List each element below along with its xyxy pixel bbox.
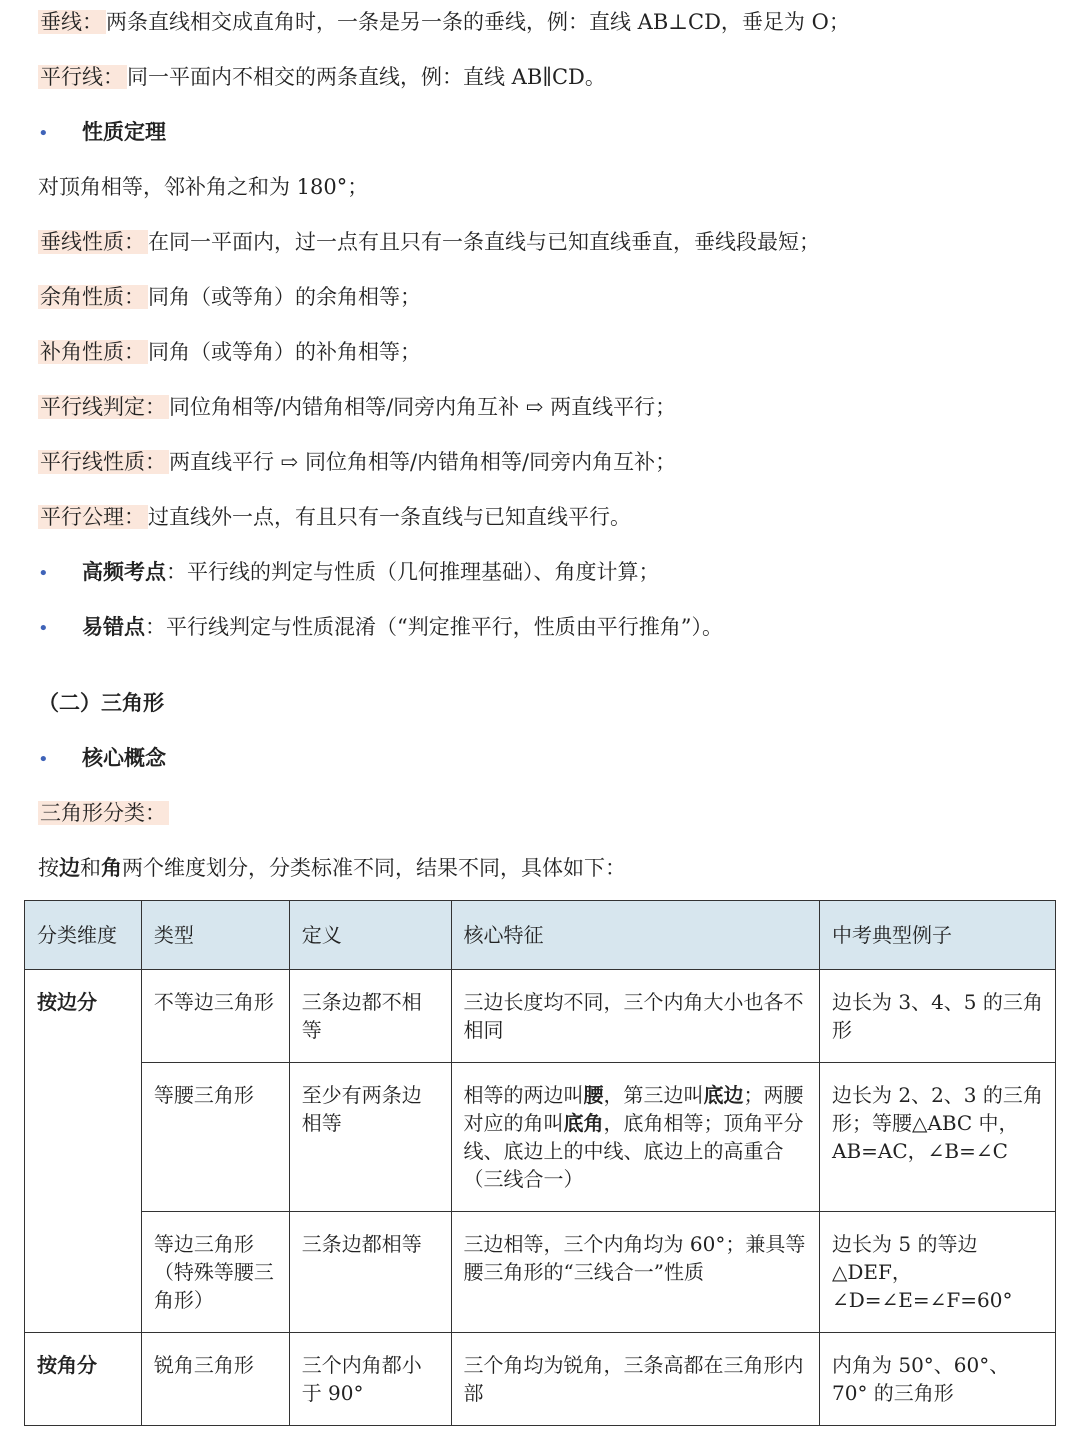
term-text: 在同一平面内，过一点有且只有一条直线与已知直线垂直，垂线段最短； [148, 230, 820, 254]
classification-label: 三角形分类： [38, 797, 169, 829]
section-title-triangle: （二）三角形 [38, 690, 164, 715]
header-cell: 分类维度 [25, 901, 142, 970]
type-cell: 等边三角形（特殊等腰三角形） [141, 1212, 289, 1333]
table-row [25, 1063, 1056, 1212]
table-row [25, 970, 1056, 1063]
dimension-cell [25, 1212, 142, 1333]
term-text: 同角（或等角）的余角相等； [148, 285, 421, 309]
example-cell: 边长为 3、4、5 的三角形 [820, 970, 1056, 1063]
term-label: 平行线： [38, 65, 127, 89]
definition-cell: 至少有两条边相等 [289, 1063, 451, 1212]
term-text: 同位角相等/内错角相等/同旁内角互补 ⇨ 两直线平行； [169, 395, 677, 419]
example-cell: 内角为 50°、60°、70° 的三角形 [820, 1333, 1056, 1426]
header-cell: 类型 [141, 901, 289, 970]
term-text: 过直线外一点，有且只有一条直线与已知直线平行。 [148, 505, 631, 529]
feature-cell: 三边长度均不同，三个内角大小也各不相同 [451, 970, 819, 1063]
dimension-cell: 按角分 [25, 1333, 142, 1426]
type-cell: 不等边三角形 [141, 970, 289, 1063]
bullet-icon: • [38, 618, 49, 639]
bullet-icon: • [38, 749, 49, 770]
term-label: 平行线性质： [38, 450, 169, 474]
term-label: 余角性质： [38, 285, 148, 309]
core-heading: • 核心概念 [38, 742, 166, 776]
term-label: 平行公理： [38, 505, 148, 529]
def-parallel [38, 61, 606, 93]
type-cell: 锐角三角形 [141, 1333, 289, 1426]
table-row [25, 1212, 1056, 1333]
common-mistakes: • 易错点：平行线判定与性质混淆（“判定推平行，性质由平行推角”）。 [38, 611, 723, 645]
feature-cell: 相等的两边叫腰，第三边叫底边；两腰对应的角叫底角，底角相等；顶角平分线、底边上的中线、底边上的高重合（三线合一） [451, 1063, 819, 1212]
bullet-icon: • [38, 563, 49, 584]
theorem-perp [38, 226, 820, 258]
definition-cell: 三个内角都小于 90° [289, 1333, 451, 1426]
feature-cell: 三边相等，三个内角均为 60°；兼具等腰三角形的“三线合一”性质 [451, 1212, 819, 1333]
theorem-complement [38, 281, 421, 313]
classification-table [24, 900, 1056, 1426]
dimension-cell [25, 1063, 142, 1212]
term-text: 两直线平行 ⇨ 同位角相等/内错角相等/同旁内角互补； [169, 450, 677, 474]
definition-cell: 三条边都不相等 [289, 970, 451, 1063]
theorem-parallel-axiom [38, 501, 631, 533]
theorem-parallel-property [38, 446, 676, 478]
type-cell: 等腰三角形 [141, 1063, 289, 1212]
theorem-parallel-test [38, 391, 676, 423]
term-label: 平行线判定： [38, 395, 169, 419]
dimension-cell: 按边分 [25, 970, 142, 1063]
term-label: 补角性质： [38, 340, 148, 364]
theorem-heading: • 性质定理 [38, 116, 166, 150]
header-cell: 定义 [289, 901, 451, 970]
table-row [25, 1333, 1056, 1426]
term-text: 同一平面内不相交的两条直线，例：直线 AB∥CD。 [127, 65, 606, 89]
exam-points: • 高频考点：平行线的判定与性质（几何推理基础）、角度计算； [38, 556, 660, 590]
term-label: 垂线： [38, 10, 106, 34]
definition-cell: 三条边都相等 [289, 1212, 451, 1333]
theorem-supplement [38, 336, 421, 368]
bullet-icon: • [38, 123, 49, 144]
term-text: 同角（或等角）的补角相等； [148, 340, 421, 364]
theorem-plain: 对顶角相等，邻补角之和为 180°； [38, 175, 369, 199]
term-text: 两条直线相交成直角时，一条是另一条的垂线，例：直线 AB⊥CD，垂足为 O； [106, 10, 850, 34]
header-cell: 核心特征 [451, 901, 819, 970]
def-perpendicular [38, 6, 850, 38]
example-cell: 边长为 5 的等边△DEF，∠D=∠E=∠F=60° [820, 1212, 1056, 1333]
header-cell: 中考典型例子 [820, 901, 1056, 970]
feature-cell: 三个角均为锐角，三条高都在三角形内部 [451, 1333, 819, 1426]
example-cell: 边长为 2、2、3 的三角形；等腰△ABC 中，AB=AC，∠B=∠C [820, 1063, 1056, 1212]
term-label: 垂线性质： [38, 230, 148, 254]
classification-intro: 按边和角两个维度划分，分类标准不同，结果不同，具体如下： [38, 855, 626, 880]
table-header-row [25, 901, 1056, 970]
